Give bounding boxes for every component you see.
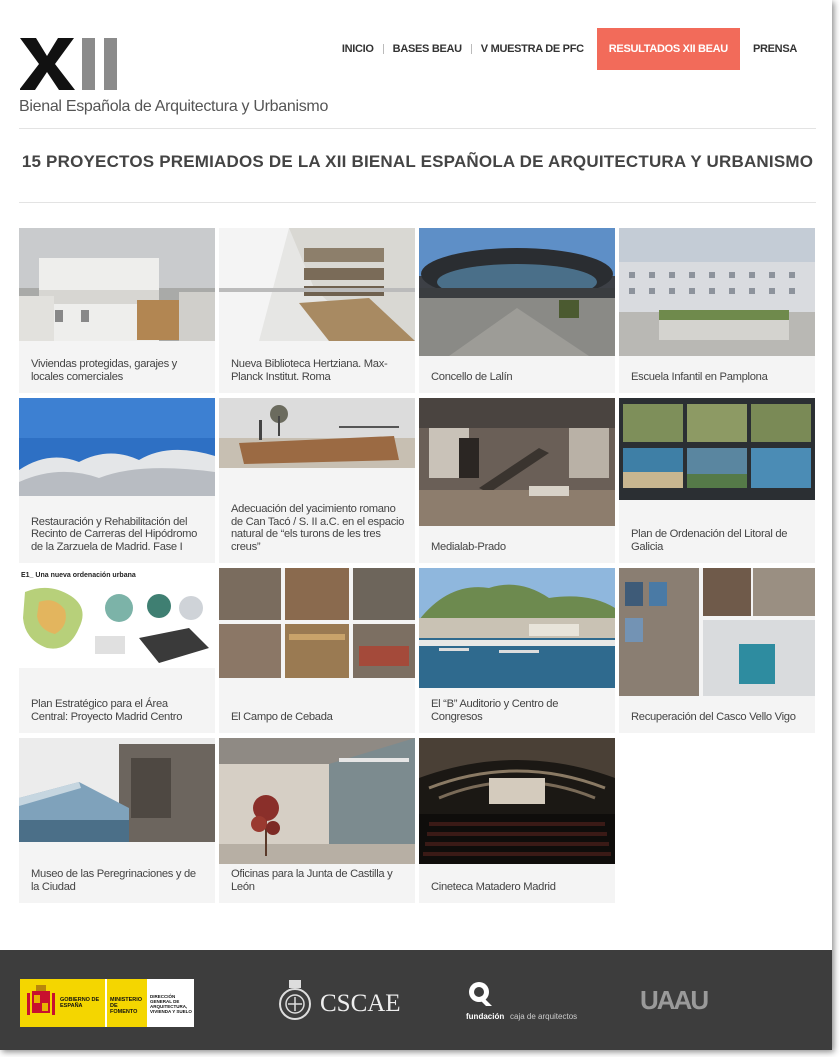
page-title: 15 PROYECTOS PREMIADOS DE LA XII BIENAL ESPAÑOLA DE ARQUITECTURA Y URBANISMO — [21, 152, 814, 171]
project-title: Medialab-Prado — [431, 540, 506, 553]
ministerio-text: MINISTERIO DE FOMENTO — [110, 997, 143, 1015]
project-title: Cineteca Matadero Madrid — [431, 880, 556, 893]
project-image — [419, 228, 615, 356]
project-title: Viviendas protegidas, garajes y locales comerciales — [31, 358, 177, 383]
project-image — [219, 398, 415, 468]
site-logo[interactable] — [20, 36, 130, 90]
project-image — [419, 738, 615, 864]
project-title: Adecuación del yacimiento romano de Can Tacó / S. II a.C. en el espacio natural de “els turons de les tres creus” — [231, 503, 405, 553]
nav-resultados[interactable]: RESULTADOS XII BEAU — [597, 28, 740, 70]
project-image — [219, 738, 415, 864]
project-card[interactable] — [19, 228, 215, 393]
project-image — [419, 568, 615, 688]
project-title: El Campo de Cebada — [231, 710, 333, 723]
project-card[interactable] — [219, 568, 415, 733]
project-title: Oficinas para la Junta de Castilla y León — [231, 868, 393, 893]
project-image — [219, 568, 415, 678]
project-card[interactable] — [19, 738, 215, 903]
gobierno-logo[interactable] — [20, 979, 194, 1027]
uaau-logo[interactable]: UAAU — [640, 985, 708, 1015]
project-card[interactable] — [419, 228, 615, 393]
project-title: Recuperación del Casco Vello Vigo — [631, 710, 796, 723]
project-image — [19, 228, 215, 341]
project-card[interactable] — [19, 398, 215, 563]
project-title: Museo de las Peregrinaciones y de la Ciudad — [31, 868, 196, 893]
nav-inicio[interactable]: INICIO — [341, 43, 374, 55]
project-title: Escuela Infantil en Pamplona — [631, 370, 768, 383]
q-logo-icon — [466, 980, 496, 1010]
image-label: E1_ Una nueva ordenación urbana — [21, 572, 136, 579]
project-image — [219, 228, 415, 341]
project-title: Plan de Ordenación del Litoral de Galicia — [631, 528, 788, 553]
project-card[interactable] — [19, 568, 215, 733]
cscae-text: CSCAE — [320, 990, 401, 1017]
project-title: Concello de Lalín — [431, 370, 513, 383]
project-image — [419, 398, 615, 526]
project-title: Nueva Biblioteca Hertziana. Max-Planck Institut. Roma — [231, 358, 388, 383]
project-card[interactable] — [619, 398, 815, 563]
logo-mark-icon — [20, 36, 130, 90]
project-card[interactable] — [219, 398, 415, 563]
gobierno-text: GOBIERNO DE ESPAÑA — [60, 997, 100, 1009]
project-card[interactable] — [219, 228, 415, 393]
project-image — [619, 568, 815, 696]
project-title: Plan Estratégico para el Área Central: Proyecto Madrid Centro — [31, 698, 183, 723]
fundacion-rest-text: caja de arquitectos — [510, 1012, 578, 1021]
project-card[interactable] — [219, 738, 415, 903]
project-card[interactable] — [419, 398, 615, 563]
nav-bases-beau[interactable]: BASES BEAU — [392, 43, 462, 55]
fundacion-bold-text: fundación — [466, 1012, 505, 1021]
direccion-text: DIRECCIÓN GENERAL DE ARQUITECTURA, VIVIENDA Y SUELO — [150, 994, 192, 1014]
project-image — [619, 228, 815, 356]
coat-of-arms-icon — [26, 983, 56, 1023]
project-title: Restauración y Rehabilitación del Recinto de Carreras del Hipódromo de la Zarzuela de Madrid. Fase I — [31, 515, 198, 553]
project-card[interactable] — [619, 568, 815, 733]
footer — [0, 950, 832, 1050]
project-image — [619, 398, 815, 500]
header-divider — [19, 128, 816, 129]
nav-muestra-pfc[interactable]: V MUESTRA DE PFC — [480, 43, 584, 55]
nav-prensa[interactable]: PRENSA — [752, 43, 797, 55]
project-card[interactable] — [419, 738, 615, 903]
site-subtitle: Bienal Española de Arquitectura y Urbanismo — [19, 98, 329, 115]
title-divider — [19, 202, 816, 203]
project-image — [19, 738, 215, 842]
project-image — [19, 398, 215, 496]
main-nav — [333, 28, 806, 70]
project-image — [19, 568, 215, 668]
project-card[interactable] — [419, 568, 615, 733]
project-card[interactable] — [619, 228, 815, 393]
project-title: El “B” Auditorio y Centro de Congresos — [431, 698, 559, 723]
cscae-emblem-icon — [278, 978, 318, 1022]
